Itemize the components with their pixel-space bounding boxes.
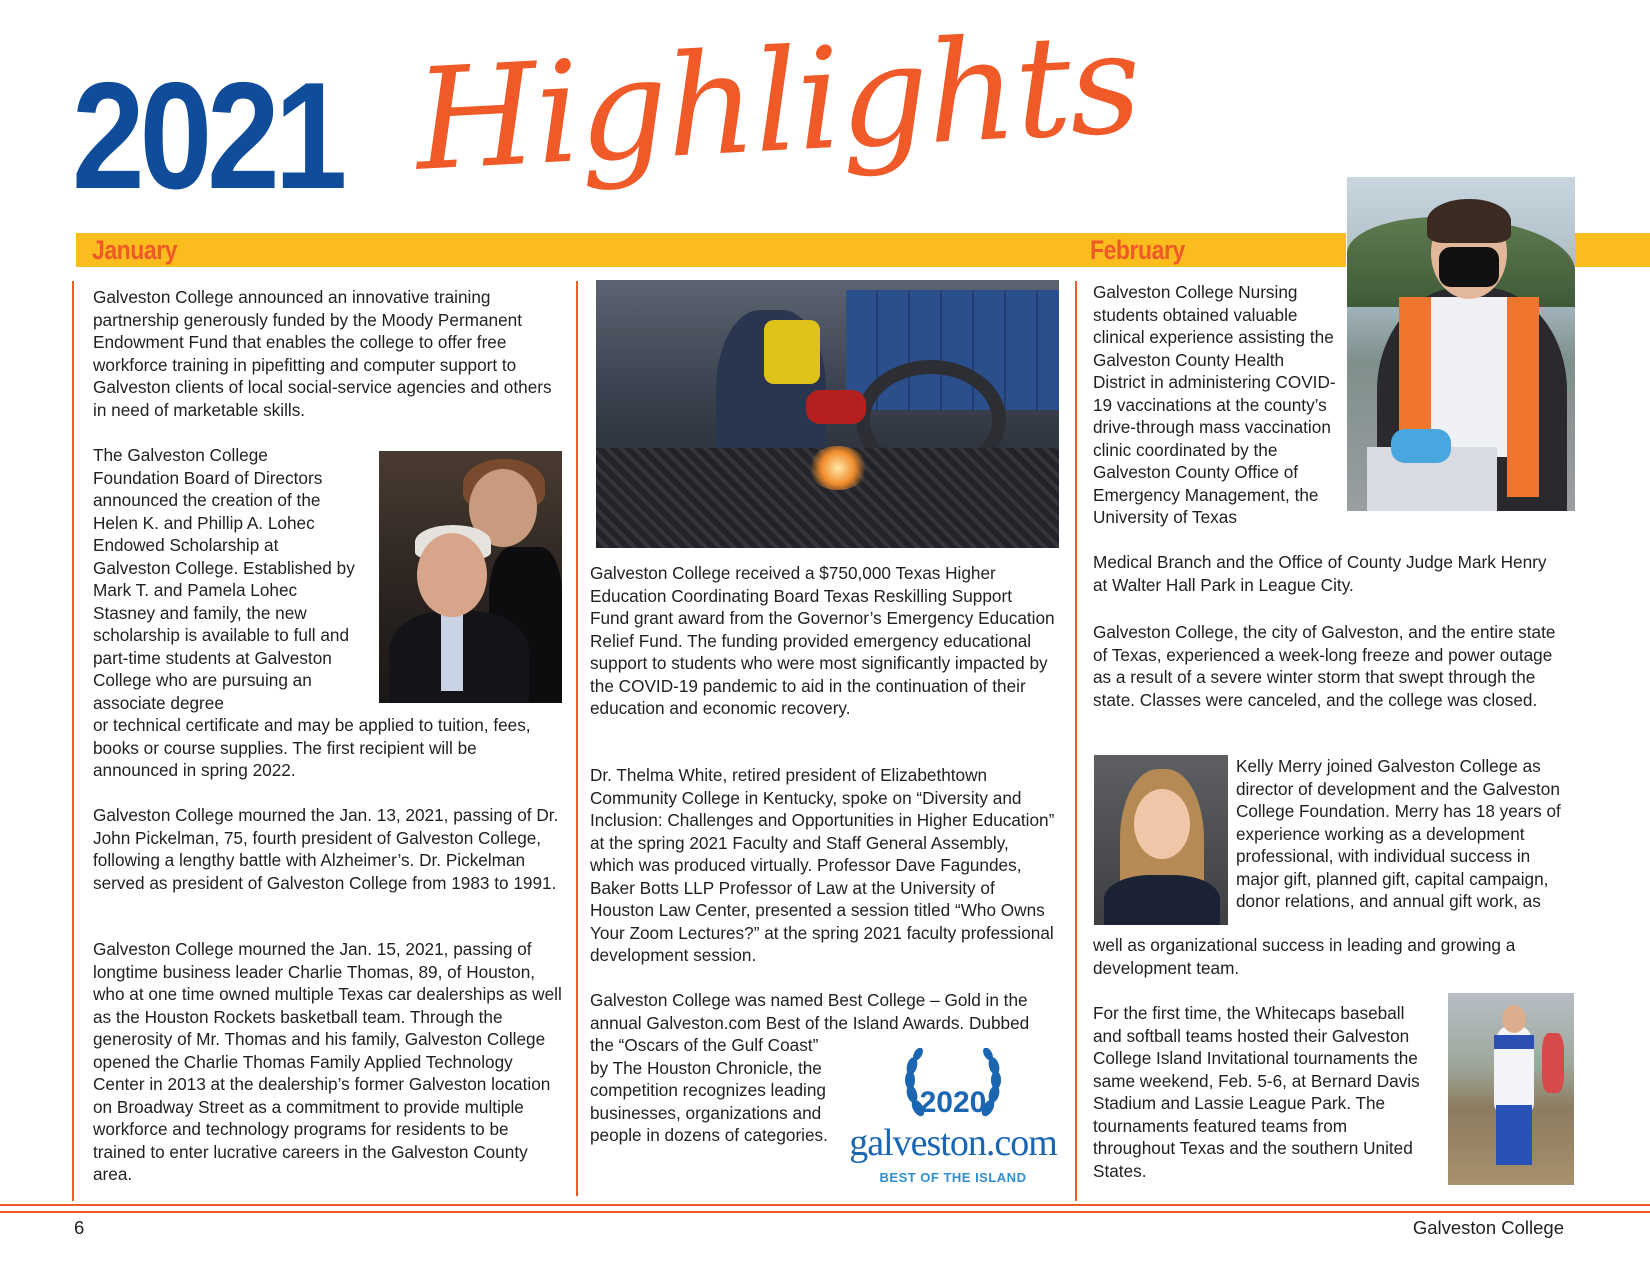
paragraph-whitecaps: For the first time, the Whitecaps baseball and softball teams hosted their Galveston College Island Invitational tournaments the same weekend, Feb. 5-6, at Bernard Davis Stadium and Lassie League Park. The tournaments featured teams from throughout Texas and the southern United States.: [1093, 1003, 1420, 1181]
column-rule-1: [72, 281, 74, 1201]
photo-kelly-merry: [1094, 755, 1228, 925]
photo-lohec-couple: [379, 451, 562, 703]
title-highlights: Highlights: [411, 2, 1144, 203]
month-label-february: February: [1090, 235, 1185, 265]
paragraph-lohec-scholarship: The Galveston College Foundation Board of Directors announced the creation of the Helen K. and Phillip A. Lohec Endowed Scholarship at Galveston College. Established by Mark T. and Pamela Lohec Stasney and family, the new scholarship is available to full and part-time students at Galveston College who are pursuing an associate degree: [93, 445, 355, 713]
paragraph-nursing-vaccinations-cont: Medical Branch and the Office of County Judge Mark Henry at Walter Hall Park in League City.: [1093, 552, 1547, 595]
paragraph-thelma-white: Dr. Thelma White, retired president of Elizabethtown Community College in Kentucky, spoke on “Diversity and Inclusion: Challenges and Opportunities in Higher Education” at the spring 2021 Faculty and Staff General Assembly, which was produced virtually. Professor Dave Fagundes, Baker Botts LLP Professor of Law at the University of Houston Law Center, presented a session titled “Who Owns Your Zoom Lectures?” at the spring 2021 faculty professional development session.: [590, 765, 1055, 965]
paragraph-best-college: Galveston College was named Best College – Gold in the annual Galveston.com Best of the Island Awards. Dubbed: [590, 990, 1030, 1033]
month-label-january: January: [92, 235, 178, 265]
photo-nursing-student: [1347, 177, 1575, 511]
paragraph-lohec-scholarship-cont: or technical certificate and may be applied to tuition, fees, books or course supplies. The first recipient will be announced in spring 2022.: [93, 715, 531, 780]
publication-name: Galveston College: [1412, 1217, 1564, 1238]
photo-welding-student: [596, 280, 1059, 548]
best-of-island-logo: [846, 1048, 1060, 1188]
paragraph-best-college-cont: the “Oscars of the Gulf Coast” by The Houston Chronicle, the competition recognizes leading businesses, organizations and people in dozens of categories.: [590, 1035, 828, 1145]
footer-rule-top: [0, 1204, 1650, 1206]
photo-softball-player: [1448, 993, 1574, 1185]
paragraph-winter-storm: Galveston College, the city of Galveston, and the entire state of Texas, experienced a week-long freeze and power outage as a result of a severe winter storm that swept through the state. Classes were canceled, and the college was closed.: [1093, 622, 1556, 710]
paragraph-pickelman: Galveston College mourned the Jan. 13, 2021, passing of Dr. John Pickelman, 75, fourth president of Galveston College, following a lengthy battle with Alzheimer’s. Dr. Pickelman served as president of Galveston College from 1983 to 1991.: [93, 805, 559, 893]
column-rule-3: [1075, 281, 1077, 1201]
paragraph-training-partnership: Galveston College announced an innovative training partnership generously funded by the Moody Permanent Endowment Fund that enables the college to offer free workforce training in pipefitting and computer support to Galveston clients of local social-service agencies and others in need of marketable skills.: [93, 287, 552, 420]
title-year: 2021: [72, 51, 343, 221]
page-number: 6: [74, 1217, 85, 1238]
paragraph-reskilling-grant: Galveston College received a $750,000 Texas Higher Education Coordinating Board Texas Reskilling Support Fund grant award from the Governor’s Emergency Education Relief Fund. The funding provided emergency educational support to students who were most significantly impacted by the COVID-19 pandemic to aid in the continuation of their education and economic recovery.: [590, 563, 1055, 718]
column-rule-2: [576, 281, 578, 1196]
award-site: galveston.com: [849, 1122, 1057, 1164]
footer-rule-bottom: [0, 1211, 1650, 1213]
award-year: 2020: [919, 1086, 987, 1119]
paragraph-nursing-vaccinations: Galveston College Nursing students obtained valuable clinical experience assisting the Galveston County Health District in administering COVID-19 vaccinations at the county’s drive-through mass vaccination clinic coordinated by the Galveston County Office of Emergency Management, the University of Texas: [1093, 282, 1336, 527]
award-subtitle: BEST OF THE ISLAND: [879, 1170, 1027, 1185]
paragraph-kelly-merry-cont: well as organizational success in leading and growing a development team.: [1093, 935, 1516, 978]
paragraph-kelly-merry: Kelly Merry joined Galveston College as director of development and the Galveston College Foundation. Merry has 18 years of experience working as a development professional, with individual success in major gift, planned gift, capital campaign, donor relations, and annual gift work, as: [1236, 756, 1561, 911]
paragraph-charlie-thomas: Galveston College mourned the Jan. 15, 2021, passing of longtime business leader Charlie Thomas, 89, of Houston, who at one time owned multiple Texas car dealerships as well as the Houston Rockets basketball team. Through the generosity of Mr. Thomas and his family, Galveston College opened the Charlie Thomas Family Applied Technology Center in 2013 at the dealership’s former Galveston location on Broadway Street as a commitment to provide multiple workforce and technology programs for residents to be trained to enter lucrative careers in the Galveston County area.: [93, 939, 562, 1184]
